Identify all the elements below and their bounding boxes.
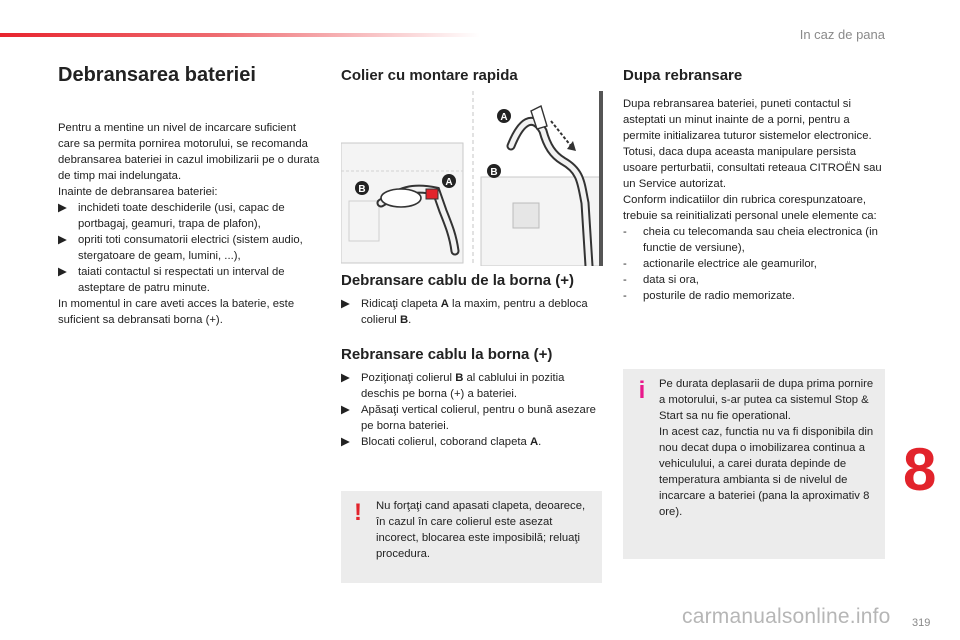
warning-exclamation-icon xyxy=(347,499,369,523)
page-number: 319 xyxy=(912,617,931,629)
clamp-label-b: B xyxy=(358,184,366,195)
bullet-marker-icon: ▶ xyxy=(341,436,350,448)
bullet-marker-icon: ▶ xyxy=(58,266,67,278)
after-reconnect-body xyxy=(623,96,885,304)
list-item: ▶ Ridicaţi clapeta A la maxim, pentru a debloca colierul B. xyxy=(341,298,588,326)
list-item: - actionarile electrice ale geamurilor, xyxy=(623,258,817,270)
svg-text:!: ! xyxy=(354,499,362,523)
flap-label-a: A xyxy=(500,112,508,123)
header-accent-bar xyxy=(0,33,480,37)
closing-text: In momentul in care aveti acces la baterie, este suficient sa debransati borna (+). xyxy=(58,298,295,326)
info-box xyxy=(623,369,885,559)
info-paragraph: Pe durata deplasarii de dupa prima pornire a motorului, s-ar putea ca sistemul Stop & Start sa nu fie operational. xyxy=(659,378,874,422)
chapter-number: 8 xyxy=(903,436,937,503)
bullet-marker-icon: ▶ xyxy=(341,372,350,384)
dash-marker-icon: - xyxy=(623,258,627,270)
section-title-after-reconnect: Dupa rebransare xyxy=(623,67,743,84)
dash-marker-icon: - xyxy=(623,226,627,238)
dash-marker-icon: - xyxy=(623,274,627,286)
list-item: ▶ Blocati colierul, coborand clapeta A. xyxy=(341,436,542,448)
bullet-marker-icon: ▶ xyxy=(58,234,67,246)
battery-disconnect-body xyxy=(58,120,320,328)
persisting-issues-text: Totusi, daca dupa aceasta manipulare persista usoare perturbatii, consultati reteaua CITROËN sau un Service autorizat. xyxy=(623,146,882,190)
info-text xyxy=(659,376,879,520)
section-title: In caz de pana xyxy=(799,27,885,42)
info-icon xyxy=(633,377,651,401)
section-title-quick-clamp: Colier cu montare rapida xyxy=(341,67,518,84)
reconnect-steps xyxy=(341,370,603,450)
list-item: ▶ inchideti toate deschiderile (usi, capac de portbagaj, geamuri, trapa de plafon), xyxy=(58,202,285,230)
list-item: - posturile de radio memorizate. xyxy=(623,290,795,302)
list-item: ▶ Poziţionaţi colierul B al cablului in pozitia deschis pe borna (+) a bateriei. xyxy=(341,372,565,400)
list-item: - data si ora, xyxy=(623,274,699,286)
bullet-marker-icon: ▶ xyxy=(341,298,350,310)
battery-clamp-illustration xyxy=(341,91,603,266)
section-title-reconnect: Rebransare cablu la borna (+) xyxy=(341,346,553,363)
dash-marker-icon: - xyxy=(623,290,627,302)
list-item: ▶ Apăsaţi vertical colierul, pentru o bună asezare pe borna bateriei. xyxy=(341,404,596,432)
info-paragraph: In acest caz, functia nu va fi disponibila din nou decat dupa o imobilizarea continua a vehiculului, a carei durata depinde de temperatura ambianta si de nivelul de incarcare a bateriei (pana la aproximativ 8 ore). xyxy=(659,426,874,518)
intro-text: Pentru a mentine un nivel de incarcare suficient care sa permita pornirea motorului, se recomanda debransarea bateriei in cazul imobilizarii pe o durata de timp mai indelungata. xyxy=(58,122,320,182)
before-label: Inainte de debransarea bateriei: xyxy=(58,186,218,198)
reinitialize-text: Conform indicatiilor din rubrica corespunzatoare, trebuie sa reinitializati personal unele elemente ca: xyxy=(623,194,877,222)
disconnect-steps xyxy=(341,296,603,328)
page-title: Debransarea bateriei xyxy=(58,64,256,86)
watermark: carmanualsonline.info xyxy=(682,605,891,628)
list-item: ▶ taiati contactul si respectati un interval de asteptare de patru minute. xyxy=(58,266,285,294)
list-item: ▶ opriti toti consumatorii electrici (sistem audio, stergatoare de geam, lumini, ...), xyxy=(58,234,303,262)
warning-text: Nu forţaţi cand apasati clapeta, deoarece, în cazul în care colierul este asezat incorect, blocarea este imposibilă; reluaţi procedura. xyxy=(376,500,586,560)
bullet-marker-icon: ▶ xyxy=(341,404,350,416)
svg-text:i: i xyxy=(638,377,646,401)
flap-label-a: A xyxy=(445,177,453,188)
section-title-disconnect: Debransare cablu de la borna (+) xyxy=(341,272,574,289)
clamp-label-b: B xyxy=(490,167,498,178)
warning-box xyxy=(341,491,602,583)
reconnect-intro-text: Dupa rebransarea bateriei, puneti contactul si asteptati un minut inainte de a porni, pentru a permite initializarea tuturor sistemelor electronice. xyxy=(623,98,872,142)
bullet-marker-icon: ▶ xyxy=(58,202,67,214)
list-item: - cheia cu telecomanda sau cheia electronica (in functie de versiune), xyxy=(623,226,878,254)
